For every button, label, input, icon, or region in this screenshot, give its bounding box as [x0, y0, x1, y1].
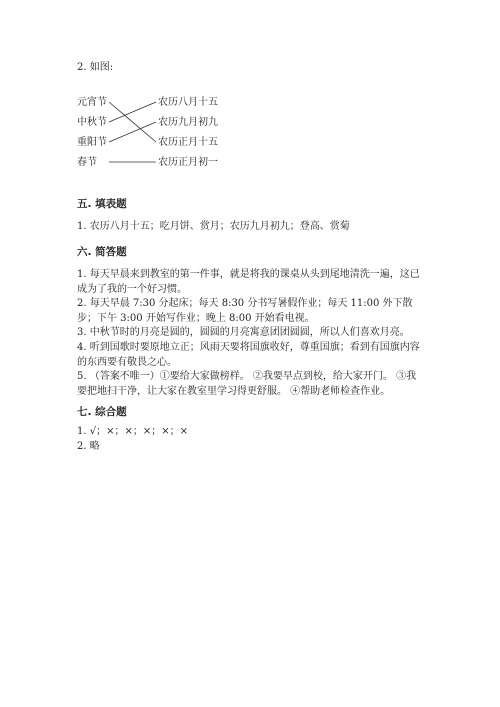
matching-line-2	[109, 122, 156, 142]
section-5-title: 五. 填表题	[77, 198, 127, 210]
section-7-answer-2: 2. 略	[77, 441, 100, 452]
section-6-title: 六. 简答题	[77, 246, 127, 258]
matching-line-0	[109, 102, 156, 142]
answer-item-2: 2. 每天早晨 7:30 分起床；每天 8:30 分书写暑假作业；每天 11:00 外下散步；下午 3:00 开始写作业；晚上 8:00 开始看电视。	[77, 298, 413, 324]
section-7-title: 七. 综合题	[77, 406, 127, 418]
left-item-3: 春节	[77, 157, 97, 168]
answer-item-3: 3. 中秋节时的月亮是圆的，圆圆的月亮寓意团团圆圆，所以人们喜欢月亮。	[77, 327, 410, 338]
question-2-label: 2. 如图:	[77, 62, 114, 73]
right-item-2: 农历正月十五	[158, 137, 218, 148]
right-item-0: 农历八月十五	[158, 97, 218, 108]
left-item-0: 元宵节	[77, 97, 107, 108]
right-item-1: 农历九月初九	[158, 117, 218, 128]
section-5-answer: 1. 农历八月十五；吃月饼、赏月；农历九月初九；登高、赏菊	[77, 221, 350, 232]
answer-item-1: 1. 每天早晨来到教室的第一件事，就是将我的课桌从头到尾地清洗一遍，这已成为了我的一个好习惯。	[77, 269, 420, 295]
answer-item-4: 4. 听到国歌时要原地立正；风雨天要将国旗收好，尊重国旗；看到有国旗内容的东西要有敬畏之心。	[77, 342, 420, 368]
right-item-3: 农历正月初一	[158, 157, 218, 168]
answer-item-5: 5. （答案不唯一）①要给大家做榜样。 ②我要早点到校，给大家开门。 ③我要把地扫干净，让大家在教室里学习得更舒服。 ④帮助老师检查作业。	[77, 371, 417, 397]
left-item-1: 中秋节	[77, 117, 107, 128]
section-7-answer-1: 1. √；×；×；×；×；×	[77, 426, 188, 437]
matching-line-1	[109, 102, 156, 122]
left-item-2: 重阳节	[77, 137, 107, 148]
